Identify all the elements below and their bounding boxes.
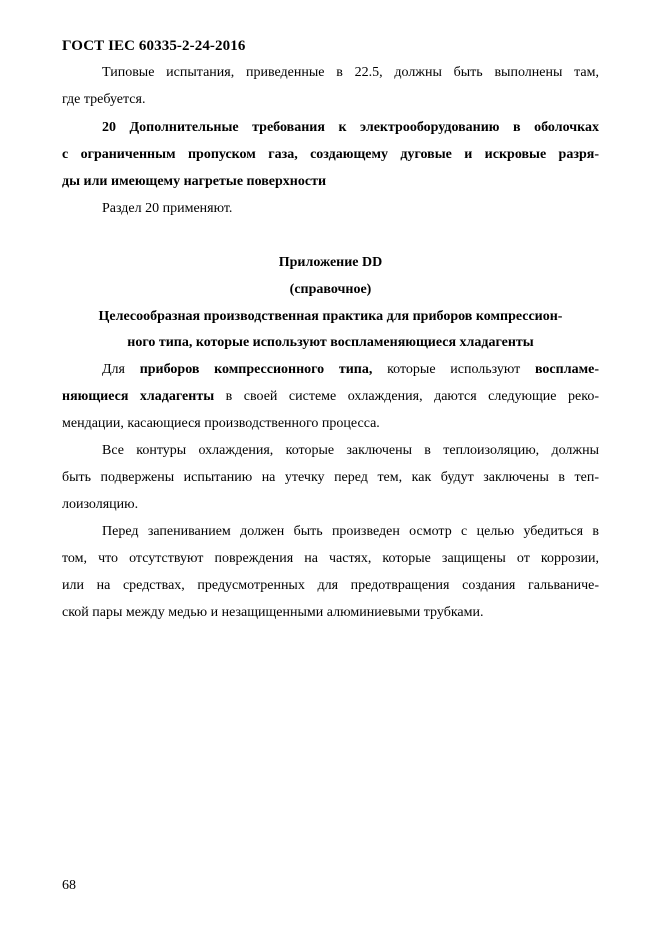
page-number: 68	[62, 878, 76, 893]
standard-header: ГОСТ IEC 60335-2-24-2016	[62, 38, 246, 54]
annex-p2-line-2: быть подвержены испытанию на утечку перед тем, как будут заключены в теп-	[62, 470, 599, 485]
annex-title: Приложение DD	[278, 255, 383, 270]
annex-p3-line-4: ской пары между медью и незащищенными алюминиевыми трубками.	[62, 605, 484, 620]
section-20-title-line-1: 20 Дополнительные требования к электрооборудованию в оболочках	[102, 120, 599, 135]
annex-heading-line-2: ного типа, которые используют воспламеняющиеся хладагенты	[127, 335, 534, 350]
section-22-line-2: где требуется.	[62, 92, 146, 107]
annex-heading-line-1: Целесообразная производственная практика для приборов компрессион-	[98, 309, 563, 324]
annex-p3-line-3: или на средствах, предусмотренных для предотвращения создания гальваниче-	[62, 578, 599, 593]
annex-status: (справочное)	[289, 282, 372, 297]
annex-p1-line-3: мендации, касающиеся производственного процесса.	[62, 416, 380, 431]
annex-p1-line-2	[62, 388, 599, 406]
annex-p2-line-1: Все контуры охлаждения, которые заключены в теплоизоляцию, должны	[102, 443, 599, 458]
annex-p1-term: приборов компрессионного типа,	[139, 362, 373, 377]
annex-p3-line-1: Перед запениванием должен быть произведен осмотр с целью убедиться в	[102, 524, 599, 539]
annex-p1-text: Для	[102, 362, 140, 377]
annex-p1-term: воспламе-	[534, 362, 599, 377]
section-22-line-1: Типовые испытания, приведенные в 22.5, должны быть выполнены там,	[102, 65, 599, 80]
annex-p1-text: в своей системе охлаждения, даются следующие реко-	[214, 389, 599, 404]
annex-p2-line-3: лоизоляцию.	[62, 497, 139, 512]
annex-p1-term: няющиеся хладагенты	[62, 389, 215, 404]
annex-p1-text: которые используют	[372, 362, 535, 377]
annex-p1-line-1	[102, 361, 599, 379]
section-20-title-line-3: ды или имеющему нагретые поверхности	[62, 174, 327, 189]
annex-p3-line-2: том, что отсутствуют повреждения на частях, которые защищены от коррозии,	[62, 551, 599, 566]
section-20-body: Раздел 20 применяют.	[102, 201, 233, 216]
section-20-title-line-2: с ограниченным пропуском газа, создающему дуговые и искровые разря-	[62, 147, 599, 162]
